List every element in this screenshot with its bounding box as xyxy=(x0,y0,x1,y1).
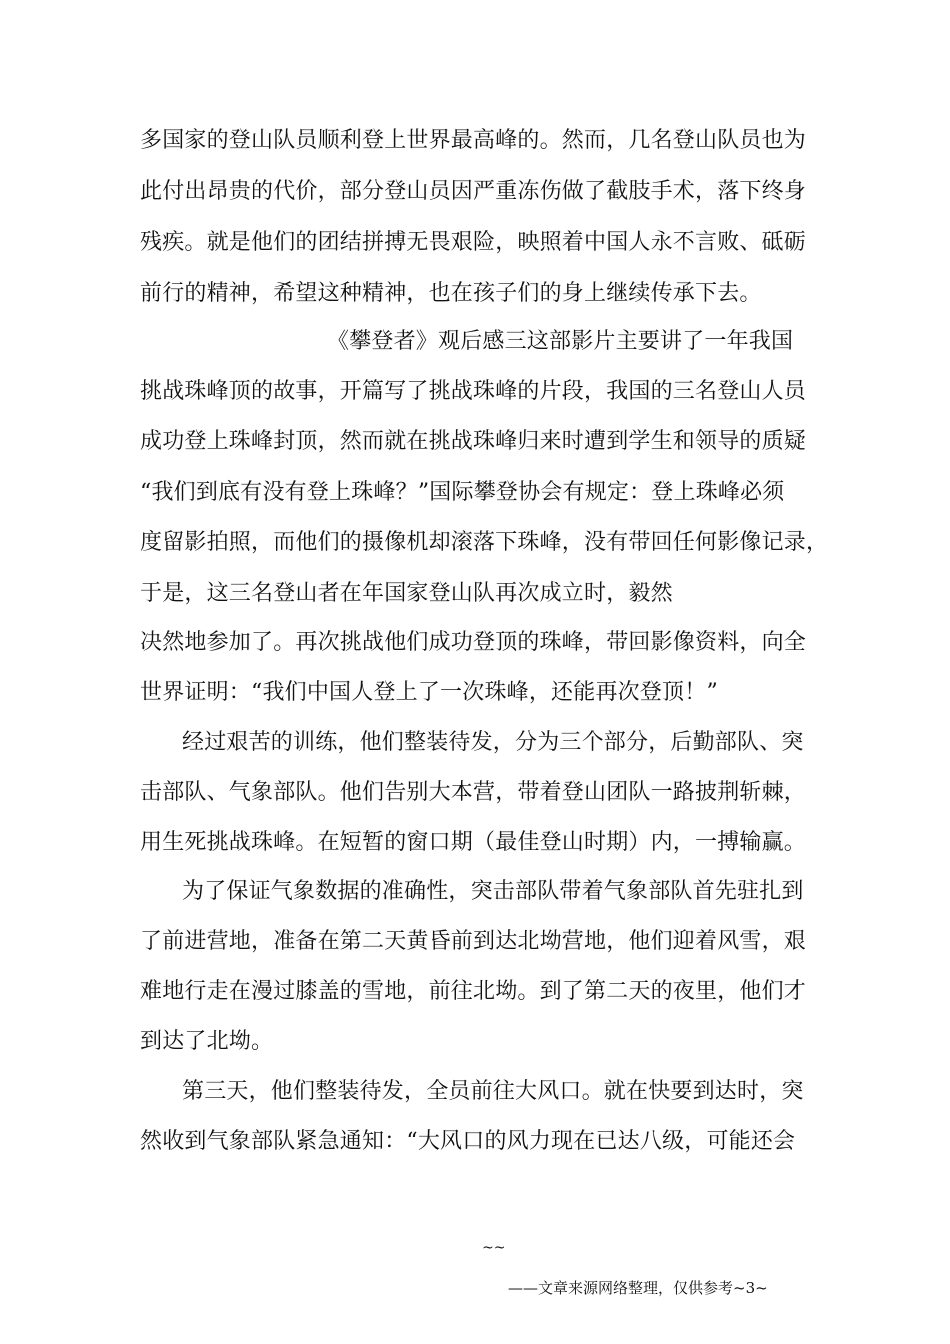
text-line: 用生死挑战珠峰。在短暂的窗口期（最佳登山时期）内，一搏输赢。 xyxy=(140,830,807,855)
text-line: 为了保证气象数据的准确性，突击部队带着气象部队首先驻扎到 xyxy=(182,879,804,904)
text-line: “我们到底有没有登上珠峰？”国际攀登协会有规定：登上珠峰必须 xyxy=(140,480,785,505)
text-line: 多国家的登山队员顺利登上世界最高峰的。然而，几名登山队员也为 xyxy=(140,128,807,153)
text-line: 《攀登者》观后感三这部影片主要讲了一年我国 xyxy=(327,329,794,354)
text-line: 前行的精神，希望这种精神，也在孩子们的身上继续传承下去。 xyxy=(140,281,762,306)
text-line: 经过艰苦的训练，他们整装待发，分为三个部分，后勤部队、突 xyxy=(182,730,804,755)
text-line: 成功登上珠峰封顶，然而就在挑战珠峰归来时遭到学生和领导的质疑 xyxy=(140,429,807,454)
text-line: 到达了北坳。 xyxy=(140,1029,274,1054)
text-line: 世界证明：“我们中国人登上了一次珠峰，还能再次登顶！” xyxy=(140,680,718,705)
footer-source-note: ——文章来源网络整理，仅供参考~3~ xyxy=(508,1279,768,1297)
text-line: 第三天，他们整装待发，全员前往大风口。就在快要到达时，突 xyxy=(182,1079,804,1104)
text-line: 度留影拍照，而他们的摄像机却滚落下珠峰，没有带回任何影像记录， xyxy=(140,530,829,555)
text-line: 挑战珠峰顶的故事，开篇写了挑战珠峰的片段，我国的三名登山人员 xyxy=(140,379,807,404)
footer-mark: ~~ xyxy=(482,1240,506,1256)
text-line: 然收到气象部队紧急通知：“大风口的风力现在已达八级，可能还会 xyxy=(140,1129,796,1154)
text-line: 了前进营地，准备在第二天黄昏前到达北坳营地，他们迎着风雪，艰 xyxy=(140,929,807,954)
text-line: 决然地参加了。再次挑战他们成功登顶的珠峰，带回影像资料，向全 xyxy=(140,630,807,655)
text-line: 难地行走在漫过膝盖的雪地，前往北坳。到了第二天的夜里，他们才 xyxy=(140,979,807,1004)
text-line: 于是，这三名登山者在年国家登山队再次成立时，毅然 xyxy=(140,581,673,606)
text-line: 击部队、气象部队。他们告别大本营，带着登山团队一路披荆斩棘， xyxy=(140,780,807,805)
text-line: 残疾。就是他们的团结拼搏无畏艰险，映照着中国人永不言败、砥砺 xyxy=(140,230,807,255)
text-line: 此付出昂贵的代价，部分登山员因严重冻伤做了截肢手术，落下终身 xyxy=(140,179,807,204)
